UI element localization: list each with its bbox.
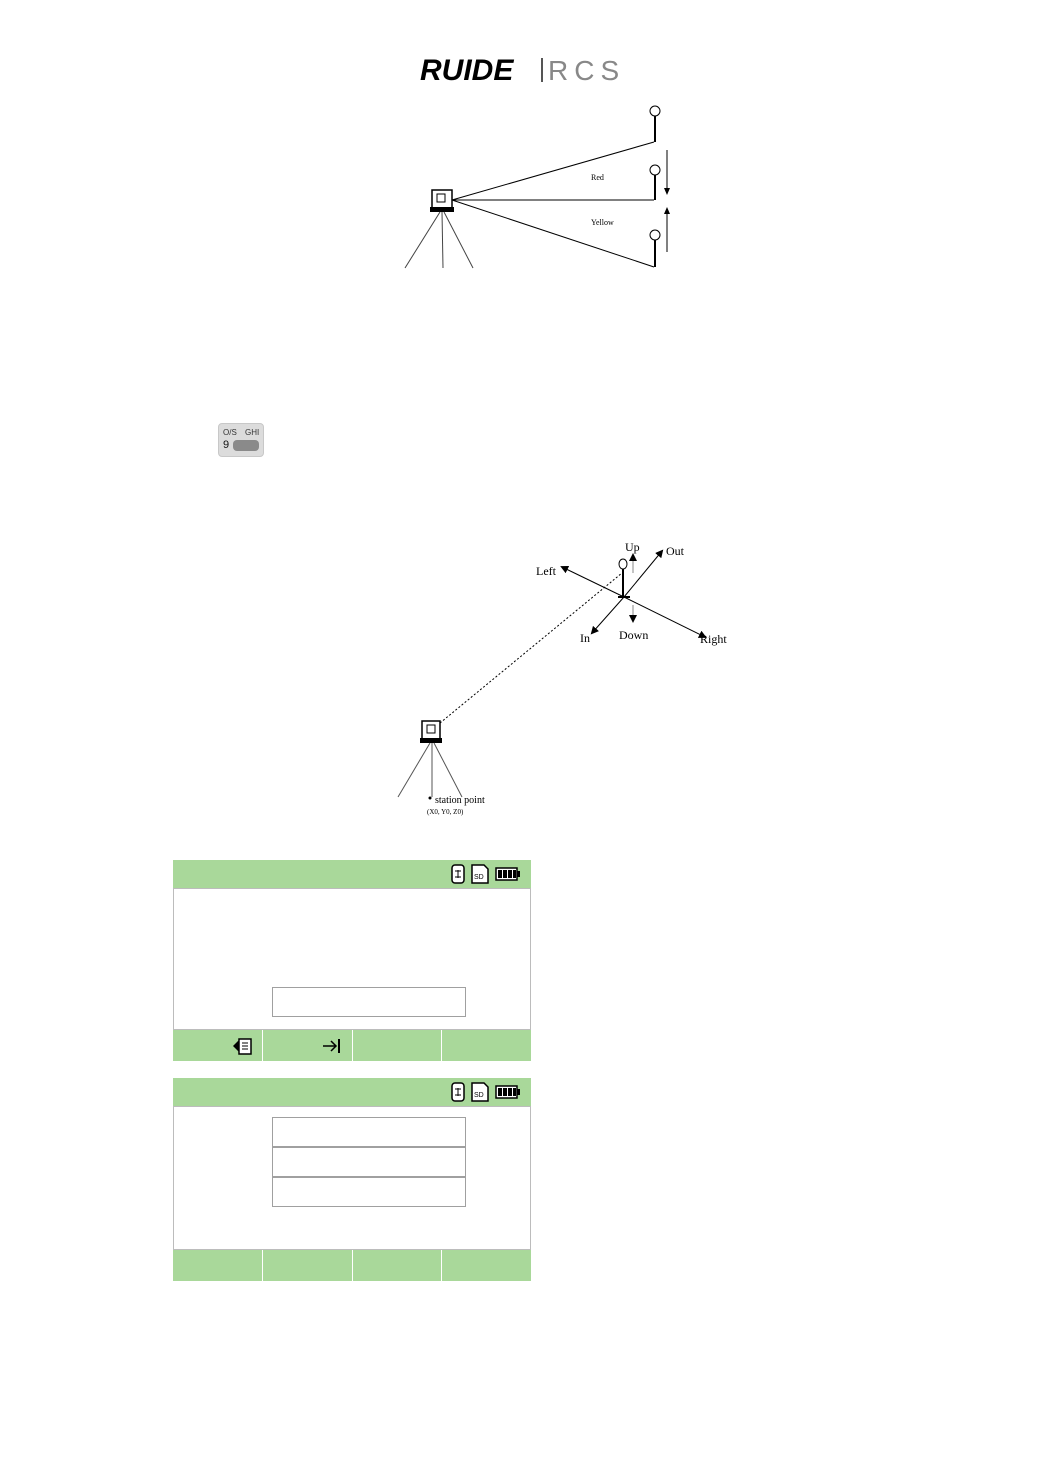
device-screen-2 [173,1078,531,1282]
key-label-os: O/S [223,428,237,437]
input-field-2[interactable] [272,1147,466,1177]
total-station-icon [398,721,462,800]
softkey-2[interactable] [263,1250,353,1281]
os-key-9[interactable] [218,423,264,457]
input-field-3[interactable] [272,1177,466,1207]
svg-text:SD: SD [474,1092,484,1099]
label-in: In [580,631,590,645]
compensator-icon [451,864,465,884]
screen-body [173,1106,531,1250]
softkey-4[interactable] [442,1250,531,1281]
softkey-1[interactable] [173,1030,263,1061]
label-up: Up [625,540,640,554]
key-label-ghi: GHI [245,428,260,437]
softkey-2[interactable] [263,1030,353,1061]
key-digit: 9 [223,439,230,451]
tab-arrow-icon [322,1037,342,1055]
battery-icon [495,1085,521,1099]
input-field[interactable] [272,987,466,1017]
prism-pole-middle [650,165,660,200]
status-icons [451,1082,521,1102]
list-icon [232,1036,252,1056]
compensator-icon [451,1082,465,1102]
label-right: Right [700,632,727,646]
softkey-3[interactable] [353,1250,443,1281]
battery-icon [495,867,521,881]
key-pill [233,440,259,451]
softkey-4[interactable] [442,1030,531,1061]
softkey-3[interactable] [353,1030,443,1061]
device-screen-1 [173,860,531,1061]
offset-height-diagram [395,100,685,275]
svg-text:SD: SD [474,874,484,881]
ruide-rcs-logo [418,52,658,88]
input-field-1[interactable] [272,1117,466,1147]
svg-text:RUIDE: RUIDE [420,54,514,87]
prism-pole-top [650,106,660,142]
sd-card-icon [471,864,489,884]
label-yellow: Yellow [591,218,614,227]
label-station-coords: (X0, Y0, Z0) [427,808,464,816]
sd-card-icon [471,1082,489,1102]
label-station-point: station point [435,795,485,806]
status-icons [451,864,521,884]
label-red: Red [591,173,604,182]
prism-pole-bottom [650,230,660,267]
softkey-bar [173,1250,531,1281]
screen-body [173,888,531,1030]
label-down: Down [619,628,649,642]
label-out: Out [666,544,684,558]
softkey-1[interactable] [173,1250,263,1281]
svg-text:RCS: RCS [548,55,626,86]
label-left: Left [536,564,556,578]
title-bar [173,860,531,888]
softkey-bar [173,1030,531,1061]
total-station-icon [405,190,473,268]
title-bar [173,1078,531,1106]
direction-diagram [390,535,740,820]
